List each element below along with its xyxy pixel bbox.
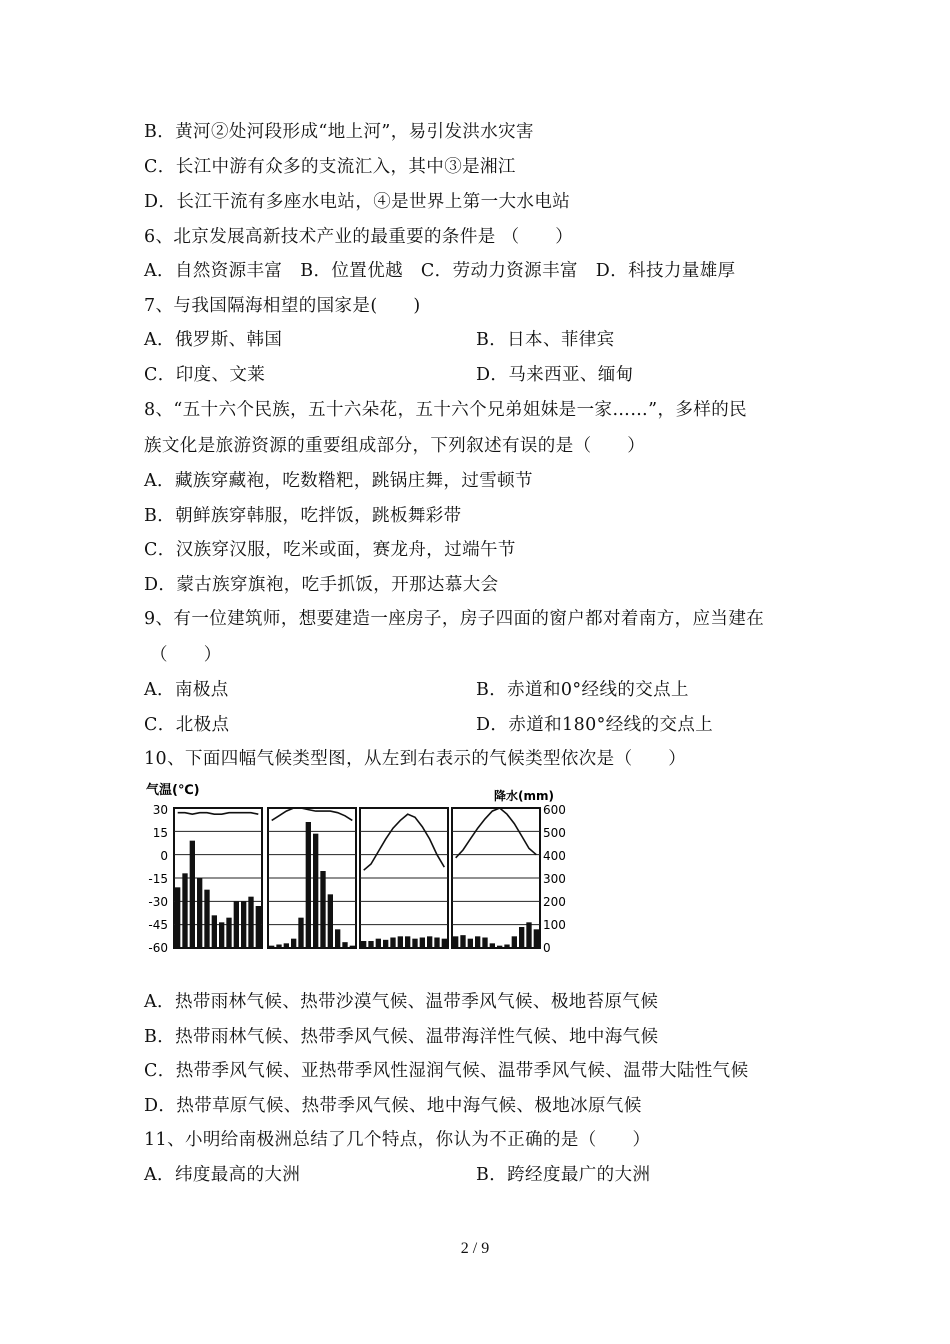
option-10a: A．热带雨林气候、热带沙漠气候、温带季风气候、极地苔原气候 [144, 992, 659, 1012]
option-9d: D．赤道和180°经线的交点上 [476, 715, 714, 735]
question-7: 7、与我国隔海相望的国家是( ) [144, 296, 421, 316]
precip-bar [412, 939, 417, 948]
left-tick: -15 [148, 872, 168, 886]
temperature-line [178, 813, 259, 815]
precip-bar [504, 945, 509, 949]
climate-panels [174, 808, 540, 948]
option-10d: D．热带草原气候、热带季风气候、地中海气候、极地冰原气候 [144, 1096, 642, 1116]
precip-bar [342, 942, 347, 948]
precip-bar [298, 918, 303, 948]
question-9-blank: （ ） [150, 645, 222, 665]
option-11a: A．纬度最高的大洲 [144, 1165, 301, 1185]
option-5b: B．黄河②处河段形成“地上河”，易引发洪水灾害 [144, 122, 534, 142]
right-tick: 300 [543, 872, 566, 886]
option-8a: A．藏族穿藏袍，吃数糌粑，跳锅庄舞，过雪顿节 [144, 471, 533, 491]
precip-bar [427, 936, 432, 948]
temperature-line [364, 814, 445, 870]
precip-bar [534, 929, 539, 948]
page-number: 2 / 9 [460, 1240, 490, 1257]
precip-bar [175, 887, 180, 948]
question-9: 9、有一位建筑师，想要建造一座房子，房子四面的窗户都对着南方，应当建在 [144, 609, 765, 629]
temperature-line [456, 808, 537, 858]
option-9a: A．南极点 [144, 680, 229, 700]
climate-panel [268, 808, 356, 948]
left-axis-title: 气温(℃) [146, 783, 200, 798]
precip-bar [490, 943, 495, 948]
precip-bar [219, 922, 224, 948]
precip-bar [512, 936, 517, 948]
precip-bar [453, 936, 458, 948]
options-6: A．自然资源丰富 B．位置优越 C．劳动力资源丰富 D．科技力量雄厚 [144, 261, 736, 281]
precip-bar [442, 939, 447, 948]
precip-bar [306, 822, 311, 948]
right-tick: 600 [543, 803, 566, 817]
right-tick: 0 [543, 941, 551, 955]
right-axis-title: 降水(mm) [494, 789, 554, 803]
precip-bar [434, 938, 439, 949]
precip-bar [383, 940, 388, 948]
right-tick: 500 [543, 826, 566, 840]
option-9b: B．赤道和0°经线的交点上 [476, 680, 689, 700]
option-10b: B．热带雨林气候、热带季风气候、温带海洋性气候、地中海气候 [144, 1027, 659, 1047]
question-6: 6、北京发展高新技术产业的最重要的条件是 （ ） [144, 227, 574, 247]
left-tick: -45 [148, 918, 168, 932]
precip-bar [475, 936, 480, 948]
precip-bar [335, 929, 340, 948]
climate-panel [360, 808, 448, 948]
question-8: 8、“五十六个民族，五十六朵花，五十六个兄弟姐妹是一家……”，多样的民 [144, 400, 748, 420]
precip-bar [361, 941, 366, 948]
right-tick: 200 [543, 895, 566, 909]
precip-bar [276, 945, 281, 949]
precip-bar [526, 922, 531, 948]
climate-panel [452, 808, 540, 948]
option-5d: D．长江干流有多座水电站，④是世界上第一大水电站 [144, 192, 571, 212]
precip-bar [291, 939, 296, 948]
precip-bar [320, 871, 325, 948]
precip-bar [468, 939, 473, 948]
precip-bar [398, 936, 403, 948]
option-7b: B．日本、菲律宾 [476, 330, 615, 350]
precip-bar [390, 938, 395, 949]
question-11: 11、小明给南极洲总结了几个特点，你认为不正确的是（ ） [144, 1130, 651, 1150]
left-tick: -60 [148, 941, 168, 955]
left-tick: 0 [160, 849, 168, 863]
question-10: 10、下面四幅气候类型图，从左到右表示的气候类型依次是（ ） [144, 749, 687, 769]
option-7a: A．俄罗斯、韩国 [144, 330, 283, 350]
precip-bar [248, 897, 253, 948]
left-tick: 15 [152, 826, 168, 840]
precip-bar [197, 878, 202, 948]
precip-bar [241, 901, 246, 948]
option-8c: C．汉族穿汉服，吃米或面，赛龙舟，过端午节 [144, 540, 516, 560]
left-tick: 30 [152, 803, 168, 817]
precip-bar [226, 918, 231, 948]
option-9c: C．北极点 [144, 715, 230, 735]
option-5c: C．长江中游有众多的支流汇入，其中③是湘江 [144, 157, 516, 177]
precip-bar [313, 834, 318, 948]
question-8-cont: 族文化是旅游资源的重要组成部分，下列叙述有误的是（ ） [144, 436, 646, 456]
precip-bar [519, 927, 524, 948]
right-tick: 100 [543, 918, 566, 932]
precip-bar [328, 894, 333, 948]
option-7d: D．马来西亚、缅甸 [476, 365, 634, 385]
option-8b: B．朝鲜族穿韩服，吃拌饭，跳板舞彩带 [144, 506, 462, 526]
right-axis-ticks [543, 803, 566, 955]
climate-charts-svg [140, 778, 566, 956]
precip-bar [368, 941, 373, 948]
option-7c: C．印度、文莱 [144, 365, 266, 385]
precip-bar [350, 946, 355, 948]
precip-bar [234, 901, 239, 948]
climate-charts-figure [140, 778, 566, 956]
precip-bar [284, 943, 289, 948]
option-10c: C．热带季风气候、亚热带季风性湿润气候、温带季风气候、温带大陆性气候 [144, 1061, 749, 1081]
precip-bar [256, 906, 261, 948]
precip-bar [212, 915, 217, 948]
precip-bar [190, 841, 195, 948]
right-tick: 400 [543, 849, 566, 863]
precip-bar [482, 938, 487, 949]
option-11b: B．跨经度最广的大洲 [476, 1165, 651, 1185]
precip-bar [204, 890, 209, 948]
temperature-line [272, 808, 353, 820]
precip-bar [269, 946, 274, 948]
precip-bar [420, 938, 425, 949]
precip-bar [460, 935, 465, 948]
precip-bar [376, 939, 381, 948]
precip-bar [405, 936, 410, 948]
precip-bar [182, 873, 187, 948]
precip-bar [497, 946, 502, 948]
climate-panel [174, 808, 262, 948]
option-8d: D．蒙古族穿旗袍，吃手抓饭，开那达慕大会 [144, 575, 499, 595]
left-axis-ticks [148, 803, 168, 955]
left-tick: -30 [148, 895, 168, 909]
